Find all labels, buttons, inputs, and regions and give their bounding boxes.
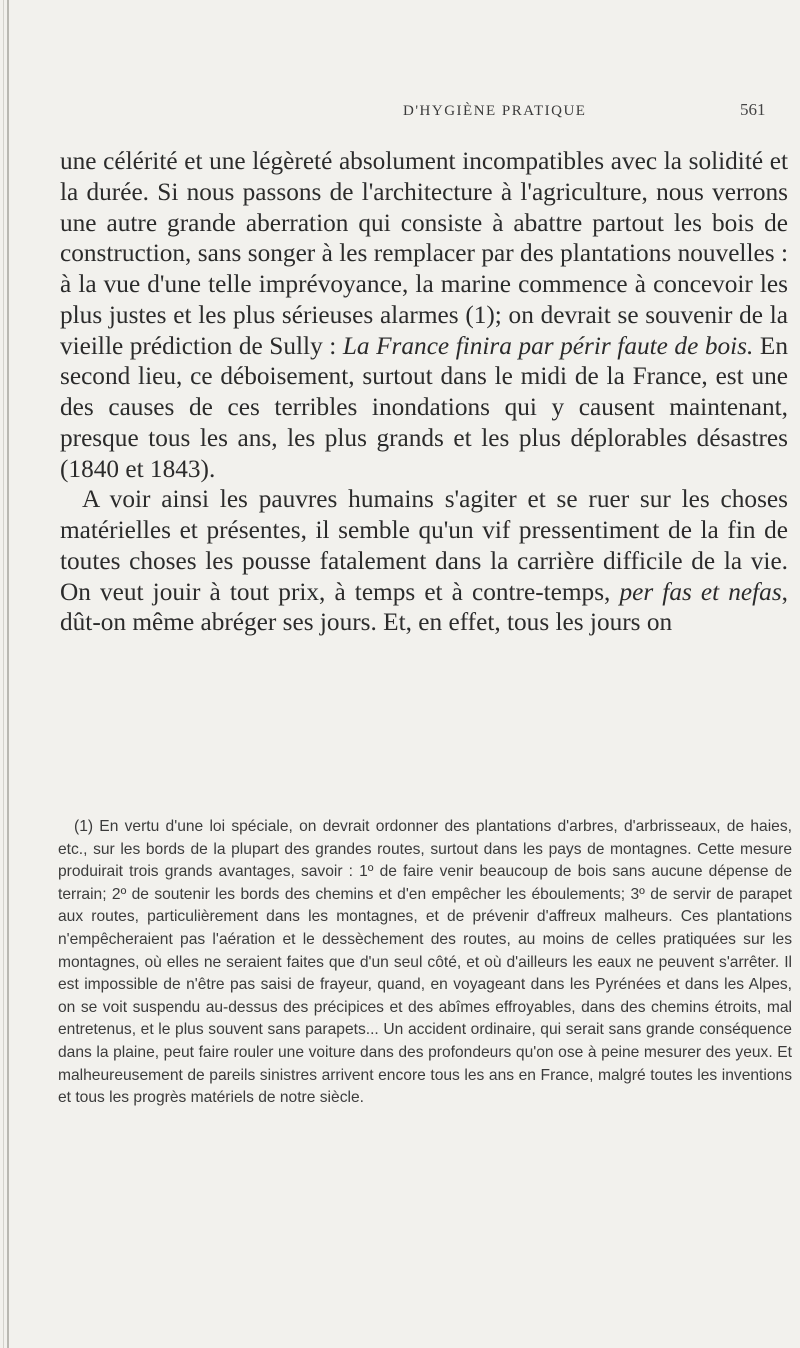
paragraph-1-text-a: une célérité et une légèreté absolument incompatibles avec la solidité et la durée. Si nous passons de l'architecture à l'agriculture, nous verrons une autre grande aberration qui consiste à abattre partout les bois de construction, sans songer à les remplacer par des plantations nouvelles : à la vue d'une telle imprévoyance, la marine commence à concevoir les plus justes et les plus sérieuses alarmes (1); on devrait se souvenir de la vieille prédiction de Sully : [60,147,788,360]
paragraph-2-text-a: A voir ainsi les pauvres humains s'agiter et se ruer sur les choses matérielles et présentes, il semble qu'un vif pressentiment de la fin de toutes choses les pousse fatalement dans la carrière difficile de la vie. On veut jouir à tout prix, à temps et à contre-temps, [60,485,788,606]
latin-phrase: per fas et nefas [619,577,782,606]
footnotes [58,816,792,1110]
paragraph-2-text-b: , dût-on même abréger ses jours. Et, en effet, tous les jours on [60,577,788,637]
gutter-shadow [3,0,4,1348]
paragraph-1 [60,146,788,484]
paragraph-1-text-b: En second lieu, ce déboisement, surtout dans le midi de la France, est une des causes de ces terribles inondations qui y causent maintenant, presque tous les ans, les plus grands et les plus déplorables désastres (1840 et 1843). [60,331,788,483]
footnote-1: (1) En vertu d'une loi spéciale, on devrait ordonner des plantations d'arbres, d'arbrisseaux, de haies, etc., sur les bords de la plupart des grandes routes, surtout dans les pays de montagnes. Cette mesure produirait trois grands avantages, savoir : 1º de faire venir beaucoup de bois sans aucune dépense de terrain; 2º de soutenir les bords des chemins et d'en empêcher les éboulements; 3º de servir de parapet aux routes, particulièrement dans les montagnes, et de prévenir d'affreux malheurs. Ces plantations n'empêcheraient pas l'aération et le dessèchement des routes, au moins de celles pratiquées sur les montagnes, où elles ne seraient faites que d'un seul côté, et où d'ailleurs les eaux ne peuvent s'arrêter. Il est impossible de n'être pas saisi de frayeur, quand, en voyageant dans les Pyrénées et dans les Alpes, on se voit suspendu au-dessus des précipices et des abîmes effroyables, dans des chemins étroits, mal entretenus, et le plus souvent sans parapets... Un accident ordinaire, qui serait sans grande conséquence dans la plaine, peut faire rouler une voiture dans des profondeurs qu'on ose à peine mesurer des yeux. Et malheureusement de pareils sinistres arrivent encore tous les ans en France, malgré toutes les inventions et tous les progrès matériels de notre siècle. [58,818,792,1107]
paragraph-2 [60,484,788,638]
running-title: D'HYGIÈNE PRATIQUE [403,103,587,119]
gutter-edge [7,0,9,1348]
main-text [60,146,788,638]
page-number: 561 [740,100,766,119]
sully-quote: La France finira par périr faute de bois. [342,331,754,360]
